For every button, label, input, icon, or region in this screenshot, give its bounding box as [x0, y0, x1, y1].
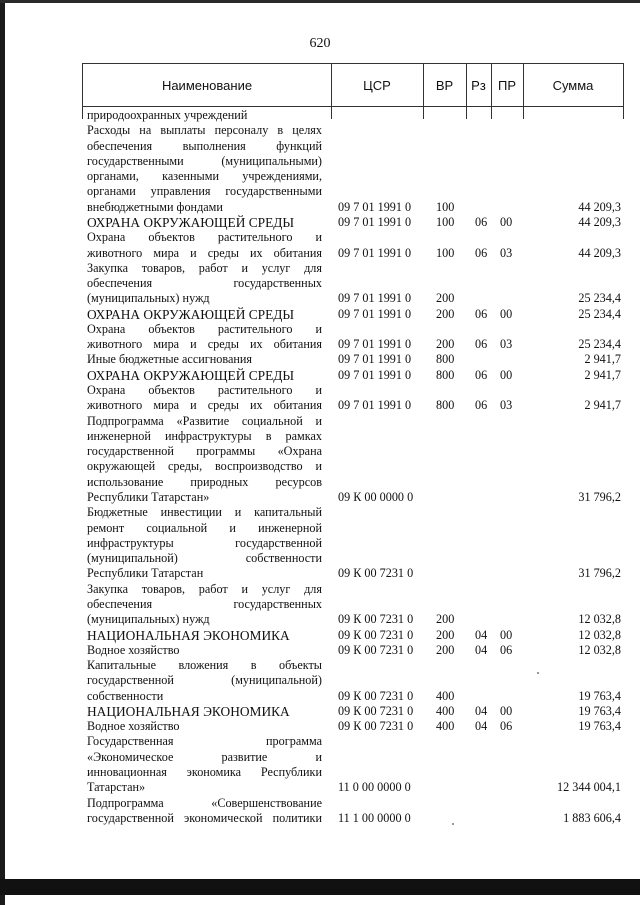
row-name-line: государственными (муниципальными) [87, 153, 322, 168]
row-sum: 19 763,4 [578, 703, 621, 718]
row-name-line: Охрана объектов растительного и [87, 321, 322, 336]
row-rz: 06 [475, 337, 488, 352]
row-pr: 03 [500, 398, 513, 413]
column-line [331, 107, 332, 119]
row-csr: 09 К 00 7231 0 [338, 719, 414, 734]
row-name-line: (муниципальных) нужд [87, 612, 210, 627]
row-csr: 11 0 00 0000 0 [338, 780, 411, 795]
row-vr: 800 [436, 398, 455, 413]
row-sum: 44 209,3 [578, 199, 621, 214]
row-name-line: Расходы на выплаты персоналу в целях [87, 123, 322, 138]
row-rz: 06 [475, 367, 488, 382]
row-name-line: инженерной инфраструктуры в рамках [87, 428, 322, 443]
row-csr: 09 7 01 1991 0 [338, 199, 412, 214]
row-pr: 00 [500, 367, 513, 382]
scan-top-border [0, 0, 640, 3]
row-pr: 00 [500, 214, 513, 229]
row-name-line: собственности [87, 688, 164, 703]
row-vr: 800 [436, 352, 455, 367]
row-name-line: животного мира и среды их обитания [87, 337, 322, 352]
row-name-line: Республики Татарстан [87, 566, 204, 581]
row-name-line: Бюджетные инвестиции и капитальный [87, 505, 322, 520]
row-name-line: Закупка товаров, работ и услуг для [87, 260, 322, 275]
row-pr: 03 [500, 245, 513, 260]
row-vr: 400 [436, 719, 455, 734]
row-name-line: Татарстан» [87, 780, 146, 795]
column-line [523, 107, 524, 119]
column-line [82, 107, 83, 119]
row-rz: 04 [475, 719, 488, 734]
row-name-line: Закупка товаров, работ и услуг для [87, 581, 322, 596]
row-sum: 2 941,7 [584, 352, 621, 367]
row-sum: 2 941,7 [584, 367, 621, 382]
row-rz: 04 [475, 627, 488, 642]
row-sum: 12 032,8 [578, 642, 621, 657]
column-line [466, 107, 467, 119]
row-name-line: Водное хозяйство [87, 642, 180, 657]
row-sum: 25 234,4 [578, 337, 621, 352]
row-csr: 09 7 01 1991 0 [338, 245, 412, 260]
row-name-line: природоохранных учреждений [87, 108, 248, 122]
row-rz: 04 [475, 642, 488, 657]
row-name-line: государственной (муниципальной) [87, 673, 322, 688]
column-line [423, 107, 424, 119]
row-name-line: обеспечения государственных [87, 276, 322, 291]
header-pr: ПР [491, 63, 524, 107]
row-csr: 09 7 01 1991 0 [338, 291, 412, 306]
row-csr: 09 К 00 7231 0 [338, 642, 414, 657]
row-name-line: органами управления государственными [87, 184, 322, 199]
row-csr: 09 7 01 1991 0 [338, 398, 412, 413]
row-name-line: (муниципальной) собственности [87, 551, 322, 566]
row-sum: 25 234,4 [578, 306, 621, 321]
row-name-line: «Экономическое развитие и [87, 749, 322, 764]
row-name-line: ОХРАНА ОКРУЖАЮЩЕЙ СРЕДЫ [87, 214, 295, 230]
row-sum: 19 763,4 [578, 719, 621, 734]
scan-speck [452, 823, 454, 825]
row-rz: 06 [475, 245, 488, 260]
row-name-line: использование природных ресурсов [87, 474, 322, 489]
row-name-line: инновационная экономика Республики [87, 765, 322, 780]
row-rz: 06 [475, 214, 488, 229]
row-csr: 09 7 01 1991 0 [338, 367, 412, 382]
row-sum: 31 796,2 [578, 490, 621, 504]
row-vr: 100 [436, 245, 455, 260]
row-vr: 100 [436, 199, 455, 214]
row-sum: 44 209,3 [578, 245, 621, 260]
row-vr: 200 [436, 612, 455, 627]
row-name-line: (муниципальных) нужд [87, 291, 210, 306]
row-pr: 06 [500, 719, 513, 734]
row-sum: 44 209,3 [578, 214, 621, 229]
header-vr: ВР [423, 63, 467, 107]
scan-left-border [0, 0, 5, 905]
row-sum: 31 796,2 [578, 566, 621, 581]
page-number: 620 [309, 36, 331, 51]
header-rz: Рз [466, 63, 492, 107]
row-sum: 19 763,4 [578, 688, 621, 703]
row-vr: 200 [436, 337, 455, 352]
row-vr: 400 [436, 688, 455, 703]
row-rz: 04 [475, 703, 488, 718]
row-name-line: ОХРАНА ОКРУЖАЮЩЕЙ СРЕДЫ [87, 367, 295, 383]
row-vr: 200 [436, 627, 455, 642]
row-sum: 12 032,8 [578, 612, 621, 627]
row-sum: 1 883 606,4 [563, 810, 621, 825]
row-name-line: ОХРАНА ОКРУЖАЮЩЕЙ СРЕДЫ [87, 306, 295, 322]
row-sum: 12 032,8 [578, 627, 621, 642]
row-name-line: Подпрограмма «Совершенствование [87, 795, 322, 810]
row-name-line: животного мира и среды их обитания [87, 398, 322, 413]
row-csr: 09 К 00 7231 0 [338, 627, 414, 642]
row-vr: 400 [436, 703, 455, 718]
row-pr: 06 [500, 642, 513, 657]
row-csr: 09 7 01 1991 0 [338, 352, 412, 367]
row-vr: 800 [436, 367, 455, 382]
scan-speck [537, 672, 539, 674]
row-vr: 200 [436, 306, 455, 321]
row-csr: 09 К 00 7231 0 [338, 703, 414, 718]
row-name-line: Подпрограмма «Развитие социальной и [87, 413, 322, 428]
row-pr: 03 [500, 337, 513, 352]
row-name-line: Водное хозяйство [87, 719, 180, 734]
row-name-line: НАЦИОНАЛЬНАЯ ЭКОНОМИКА [87, 627, 290, 643]
row-name-line: обеспечения государственных [87, 596, 322, 611]
row-name-line: Охрана объектов растительного и [87, 383, 322, 398]
row-name-line: внебюджетными фондами [87, 199, 223, 214]
row-csr: 09 7 01 1991 0 [338, 337, 412, 352]
row-name-line: Иные бюджетные ассигнования [87, 352, 253, 367]
header-name: Наименование [82, 63, 332, 107]
row-name-line: Охрана объектов растительного и [87, 230, 322, 245]
row-pr: 00 [500, 627, 513, 642]
row-name-line: НАЦИОНАЛЬНАЯ ЭКОНОМИКА [87, 703, 290, 719]
row-name-line: Государственная программа [87, 734, 322, 749]
row-name-line: Республики Татарстан» [87, 490, 210, 504]
header-csr: ЦСР [331, 63, 424, 107]
row-name-line: обеспечения выполнения функций [87, 138, 322, 153]
row-vr: 200 [436, 291, 455, 306]
row-csr: 09 К 00 7231 0 [338, 612, 414, 627]
row-name-line: государственной экономической политики [87, 810, 322, 825]
row-csr: 11 1 00 0000 0 [338, 810, 411, 825]
row-name-line: государственной программы «Охрана [87, 444, 322, 459]
row-vr: 200 [436, 642, 455, 657]
row-name-line: инфраструктуры государственной [87, 535, 322, 550]
row-csr: 09 К 00 7231 0 [338, 688, 414, 703]
row-rz: 06 [475, 398, 488, 413]
row-name-line: Капитальные вложения в объекты [87, 658, 322, 673]
row-pr: 00 [500, 703, 513, 718]
row-vr: 100 [436, 214, 455, 229]
column-line [491, 107, 492, 119]
row-sum: 12 344 004,1 [557, 780, 621, 795]
column-line [623, 107, 624, 119]
header-sum: Сумма [523, 63, 624, 107]
row-sum: 2 941,7 [584, 398, 621, 413]
row-csr: 09 7 01 1991 0 [338, 214, 412, 229]
row-sum: 25 234,4 [578, 291, 621, 306]
row-csr: 09 К 00 7231 0 [338, 566, 414, 581]
row-csr: 09 К 00 0000 0 [338, 490, 414, 504]
row-name-line: окружающей среды, воспроизводство и [87, 459, 322, 474]
row-name-line: животного мира и среды их обитания [87, 245, 322, 260]
row-name-line: органами, казенными учреждениями, [87, 169, 322, 184]
row-pr: 00 [500, 306, 513, 321]
row-name-line: ремонт социальной и инженерной [87, 520, 322, 535]
row-csr: 09 7 01 1991 0 [338, 306, 412, 321]
row-rz: 06 [475, 306, 488, 321]
scan-bottom-border [0, 879, 640, 895]
